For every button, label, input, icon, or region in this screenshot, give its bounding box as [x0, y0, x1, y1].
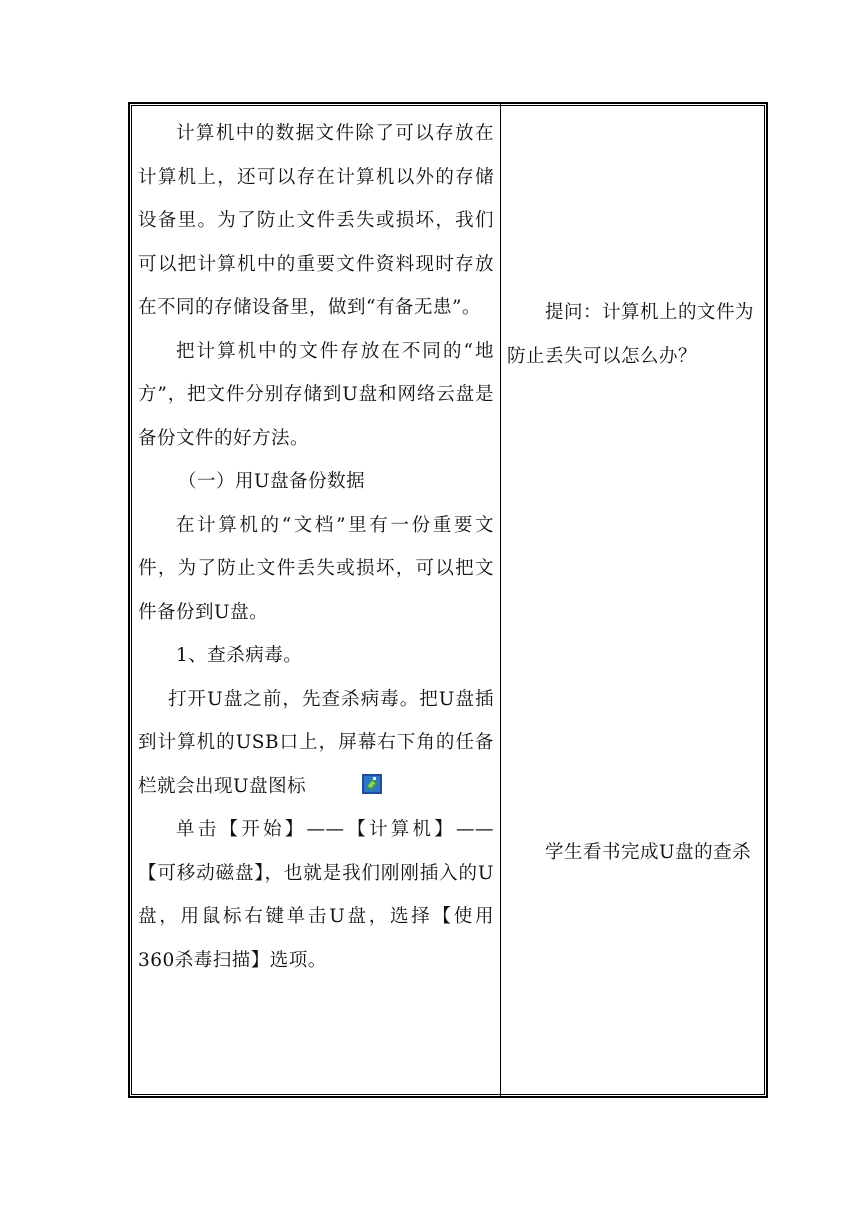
paragraph-removable-disk: 单击【开始】——【计算机】——【可移动磁盘】，也就是我们刚刚插入的U盘，用鼠标右键单击U盘，选择【使用360杀毒扫描】选项。	[138, 819, 494, 971]
paragraph-scan-virus	[138, 678, 494, 809]
section-heading: （一）用U盘备份数据	[178, 471, 366, 492]
usb-drive-icon	[332, 767, 352, 787]
column-divider	[500, 104, 501, 1096]
lesson-table	[128, 102, 768, 1098]
step-heading: 1、查杀病毒。	[176, 645, 303, 666]
paragraph-backup-method: 把计算机中的文件存放在不同的“地方”，把文件分别存储到U盘和网络云盘是备份文件的好方法。	[138, 340, 494, 449]
paragraph-intro: 计算机中的数据文件除了可以存放在计算机上，还可以存在计算机以外的存储设备里。为了防止文件丢失或损坏，我们可以把计算机中的重要文件资料现时存放在不同的存储设备里，做到“有备无患”。	[138, 123, 494, 318]
paragraph-scan-virus-text: 打开U盘之前，先查杀病毒。把U盘插到计算机的USB口上，屏幕右下角的任备栏就会出现U盘图标	[138, 688, 494, 797]
paragraph-documents: 在计算机的“文档”里有一份重要文件，为了防止文件丢失或损坏，可以把文件备份到U盘。	[138, 514, 494, 623]
question-note: 提问：计算机上的文件为防止丢失可以怎么办？	[507, 302, 755, 367]
student-activity-note: 学生看书完成U盘的查杀	[545, 842, 752, 863]
content-column	[138, 112, 494, 982]
